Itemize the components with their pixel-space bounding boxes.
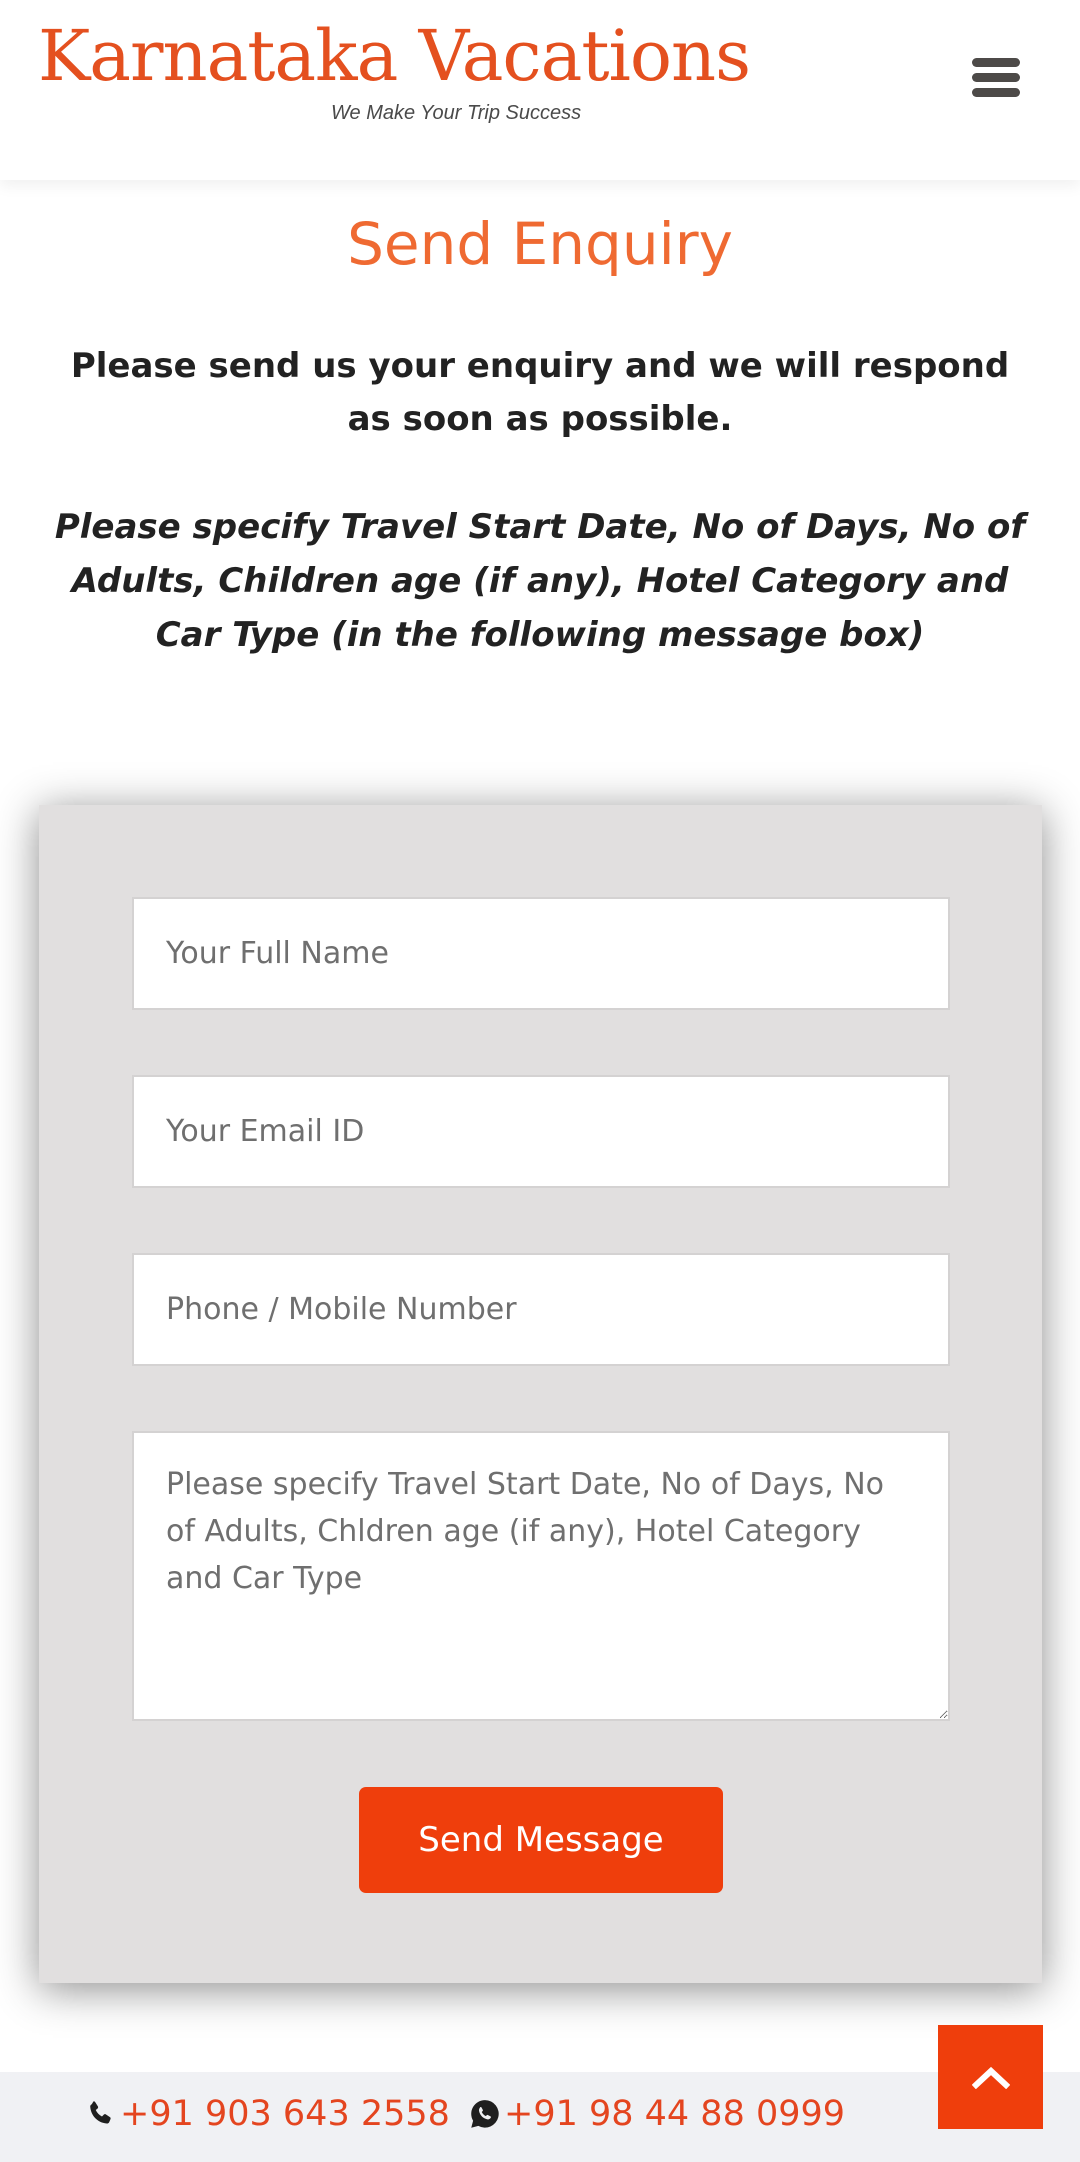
- logo-title: Karnataka Vacations: [38, 15, 751, 97]
- send-message-button[interactable]: Send Message: [359, 1787, 723, 1893]
- site-logo[interactable]: [38, 15, 751, 138]
- chevron-up-icon: [972, 2065, 1010, 2089]
- hamburger-menu-icon[interactable]: [972, 58, 1028, 104]
- contact-footer: [0, 2072, 1080, 2162]
- enquiry-form: [39, 805, 1042, 1983]
- whatsapp-icon: [468, 2097, 502, 2131]
- email-input[interactable]: [132, 1075, 950, 1188]
- phone-input[interactable]: [132, 1253, 950, 1366]
- site-header: [0, 0, 1080, 180]
- message-textarea[interactable]: [132, 1431, 950, 1721]
- scroll-to-top-button[interactable]: [938, 2025, 1043, 2129]
- call-number: +91 903 643 2558: [120, 2094, 450, 2134]
- intro-text: Please send us your enquiry and we will respond as soon as possible.: [70, 346, 1010, 439]
- instruction-note: Please specify Travel Start Date, No of Days, No of Adults, Children age (if any), Hotel Category and Car Type (in the following message box): [54, 507, 1026, 655]
- page-title: Send Enquiry: [347, 210, 733, 278]
- full-name-input[interactable]: [132, 897, 950, 1010]
- whatsapp-link[interactable]: [468, 2094, 845, 2134]
- phone-icon: [84, 2097, 118, 2131]
- whatsapp-number: +91 98 44 88 0999: [504, 2094, 846, 2134]
- call-link[interactable]: [84, 2094, 450, 2134]
- logo-tagline: We Make Your Trip Success: [331, 102, 582, 124]
